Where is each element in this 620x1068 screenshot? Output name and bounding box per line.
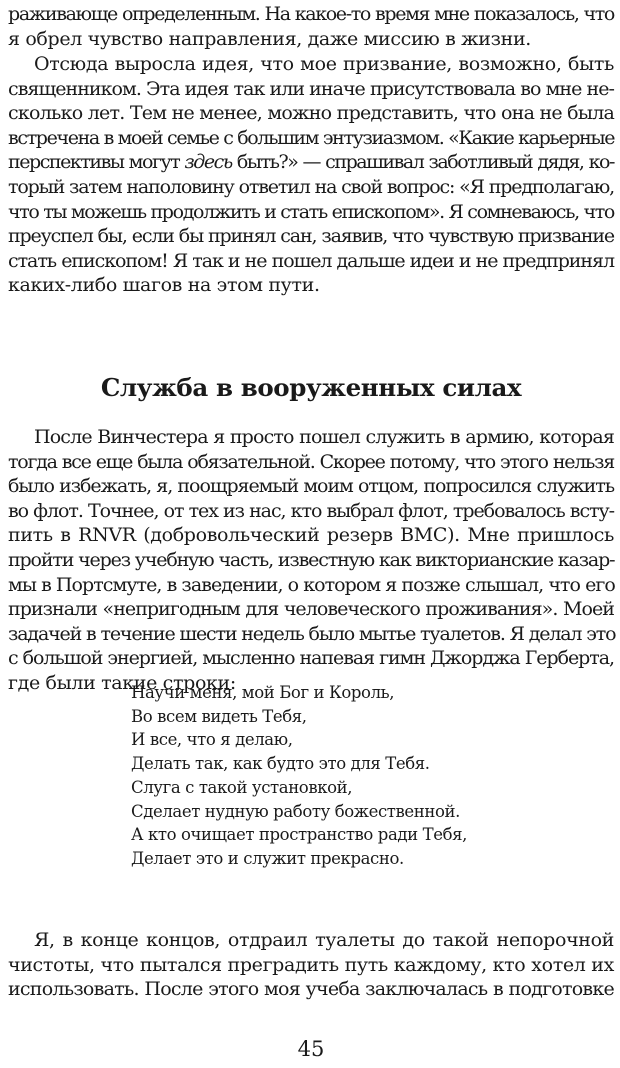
- text-line: раживающе определенным. На какое-то время мне показалось, что: [8, 3, 614, 25]
- text-line: тогда все еще была обязательной. Скорее потому, что этого нельзя: [8, 450, 614, 473]
- poem-line: Слуга с такой установкой,: [131, 777, 353, 797]
- poem-line: Сделает нудную работу божественной.: [131, 801, 460, 821]
- poem-line: Во всем видеть Тебя,: [131, 706, 307, 726]
- text-line: преуспел бы, если бы принял сан, заявив, что чувствую призвание: [8, 225, 614, 248]
- paragraph-navy-service: [8, 425, 614, 696]
- hymn-quote: [131, 681, 551, 871]
- text-line: использовать. После этого моя учеба заключалась в подготовке: [8, 978, 614, 1001]
- text-line: во флот. Точнее, от тех из нас, кто выбрал флот, требовалось всту-: [8, 499, 614, 522]
- poem-line: А кто очищает пространство ради Тебя,: [131, 825, 467, 845]
- text-line: торый затем наполовину ответил на свой вопрос: «Я предполагаю,: [8, 175, 615, 198]
- text-line: где были такие строки:: [8, 671, 236, 694]
- text-line: было избежать, я, поощряемый моим отцом, попросился служить: [8, 475, 614, 498]
- text-line: священником. Эта идея так или иначе присутствовала во мне не-: [8, 77, 614, 100]
- section-heading: Служба в вооруженных силах: [100, 373, 522, 402]
- text-line: признали «непригодным для человеческого проживания». Моей: [8, 598, 614, 621]
- text-line: Я, в конце концов, отдраил туалеты до такой непорочной: [34, 929, 614, 951]
- book-page: [8, 0, 614, 1068]
- text-line: чистоты, что пытался преградить путь каждому, кто хотел их: [8, 953, 614, 976]
- paragraph-continued: [8, 2, 614, 51]
- paragraph-vocation: [8, 52, 614, 298]
- text-line: пить в RNVR (добровольческий резерв ВМС). Мне пришлось: [8, 524, 614, 547]
- text-segment: перспективы могут: [8, 151, 185, 174]
- text-line: мы в Портсмуте, в заведении, о котором я позже слышал, что его: [8, 573, 615, 596]
- text-line: каких-либо шагов на этом пути.: [8, 274, 320, 297]
- poem-line: Научи меня, мой Бог и Король,: [131, 683, 395, 702]
- text-line: сколько лет. Тем не менее, можно представить, что она не была: [8, 102, 615, 125]
- text-segment: быть?» — спрашивал заботливый дядя, ко-: [231, 151, 614, 174]
- text-line: я обрел чувство направления, даже миссию в жизни.: [8, 27, 531, 50]
- text-line: задачей в течение шести недель было мытье туалетов. Я делал это: [8, 622, 616, 645]
- text-line: встречена в моей семье с большим энтузиазмом. «Какие карьерные: [8, 126, 615, 149]
- text-line: с большой энергией, мысленно напевая гимн Джорджа Герберта,: [8, 647, 614, 670]
- text-line: стать епископом! Я так и не пошел дальше идеи и не предпринял: [8, 249, 614, 272]
- paragraph-aftermath: [8, 928, 614, 1002]
- poem-line: И все, что я делаю,: [131, 730, 293, 750]
- emphasized-word: здесь: [184, 151, 232, 174]
- poem-line: Делать так, как будто это для Тебя.: [131, 754, 430, 774]
- text-line: После Винчестера я просто пошел служить в армию, которая: [34, 426, 614, 448]
- text-line: что ты можешь продолжить и стать епископом». Я сомневаюсь, что: [8, 200, 614, 223]
- text-line: пройти через учебную часть, известную как викторианские казар-: [8, 548, 615, 571]
- text-line-with-emphasis: [8, 150, 614, 175]
- page-number: 45: [297, 1037, 325, 1061]
- text-line: Отсюда выросла идея, что мое призвание, возможно, быть: [34, 53, 614, 75]
- poem-line: Делает это и служит прекрасно.: [131, 848, 404, 868]
